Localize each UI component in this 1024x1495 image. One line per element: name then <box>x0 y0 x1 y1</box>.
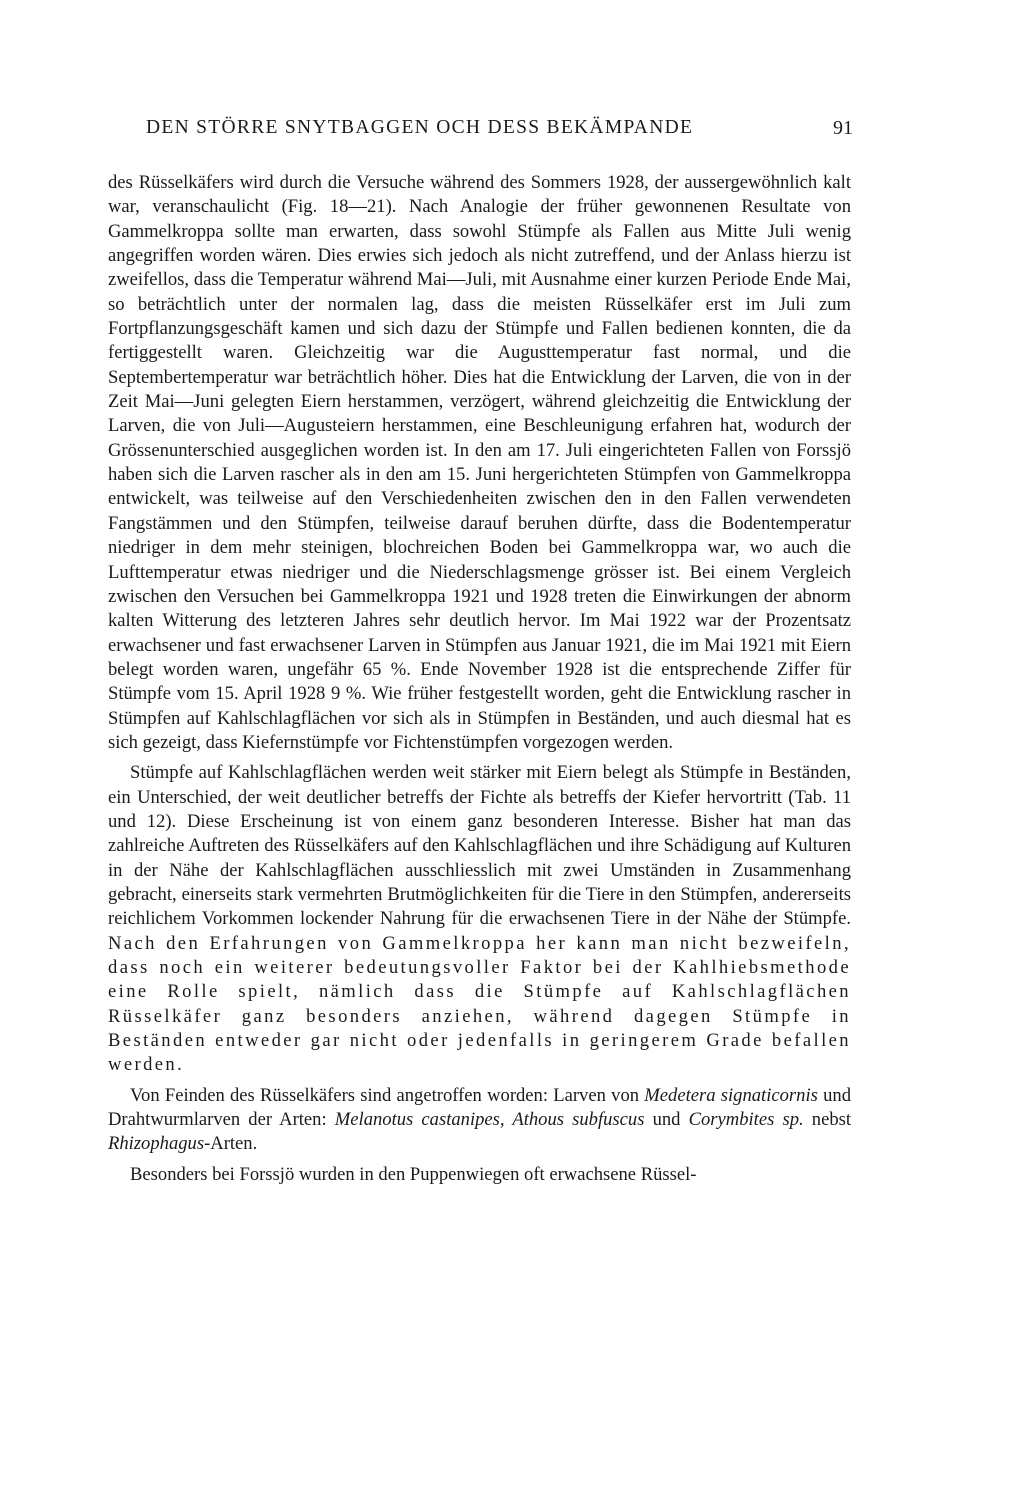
species-melanotus-athous: Melanotus castanipes, Athous subfuscus <box>334 1109 645 1131</box>
species-medetera: Medetera signaticornis <box>644 1084 818 1106</box>
paragraph-2-spaced-text: Nach den Erfahrungen von Gammelkroppa her kann man nicht bezweifeln, dass noch ein weiterer bedeutungsvoller Faktor bei der Kahlhiebsmethode eine Rolle spielt, nämlich dass die Stümpfe auf Kahlschlagflächen Rüsselkäfer ganz besonders anziehen, während dagegen Stümpfe in Beständen entweder gar nicht oder jedenfalls in geringerem Grade befallen werden. <box>108 932 851 1076</box>
paragraph-1: des Rüsselkäfers wird durch die Versuche während des Sommers 1928, der aussergewöhnlich kalt war, veranschaulicht (Fig. 18—21). Nach Analogie der früher gewonnenen Resultate von Gammelkroppa sollte man erwarten, dass sowohl Stümpfe als Fallen aus Mitte Juli wenig angegriffen worden wären. Dies erwies sich jedoch als nicht zutreffend, und der Anlass hierzu ist zweifellos, dass die Temperatur während Mai—Juli, mit Ausnahme einer kurzen Periode Ende Mai, so beträchtlich unter der normalen lag, dass die meisten Rüsselkäfer erst im Juli zum Fortpflanzungsgeschäft kamen und sich dazu der Stümpfe und Fallen bedienen konnten, die da fertiggestellt waren. Gleichzeitig war die Augusttemperatur fast normal, und die Septembertemperatur war beträchtlich höher. Dies hat die Entwicklung der Larven, die von in der Zeit Mai—Juni gelegten Eiern herstammen, verzögert, während gleichzeitig die Entwicklung der Larven, die von Juli—Augusteiern herstammen, eine Beschleunigung erfahren hat, wodurch der Grössenunterschied ausgeglichen worden ist. In den am 17. Juli eingerichteten Fallen von Forssjö haben sich die Larven rascher als in den am 15. Juni hergerichteten Stümpfen von Gammelkroppa entwickelt, was teilweise auf den Verschiedenheiten zwischen den in den Fallen verwendeten Fangstämmen und den Stümpfen, teilweise darauf beruhen dürfte, dass die Bodentemperatur niedriger in dem mehr steinigen, blochreichen Boden bei Gammelkroppa war, wo auch die Lufttemperatur etwas niedriger und die Niederschlagsmenge grösser ist. Bei einem Vergleich zwischen den Versuchen bei Gammelkroppa 1921 und 1928 treten die Einwirkungen der abnorm kalten Witterung des letzteren Jahres sehr deutlich hervor. Im Mai 1922 war der Prozentsatz erwachsener und fast erwachsener Larven in Stümpfen aus Januar 1921, die im Mai 1921 mit Eiern belegt worden waren, ungefähr 65 %. Ende November 1928 ist die entsprechende Ziffer für Stümpfe vom 15. April 1928 9 %. Wie früher festgestellt worden, geht die Entwicklung rascher in Stümpfen auf Kahlschlagflächen vor sich als in Stümpfen in Beständen, und auch diesmal hat es sich gezeigt, dass Kiefernstümpfe vor Fichtenstümpfen vorgezogen werden. <box>108 172 851 753</box>
species-corymbites: Corymbites sp. <box>688 1109 804 1131</box>
paragraph-3 <box>108 1084 851 1157</box>
paragraph-3-text-c: und <box>644 1109 689 1131</box>
paragraph-3-text-a: Von Feinden des Rüsselkäfers sind angetroffen worden: Larven von <box>130 1084 645 1106</box>
running-title: DEN STÖRRE SNYTBAGGEN OCH DESS BEKÄMPANDE <box>146 117 694 138</box>
page-number: 91 <box>833 117 853 139</box>
paragraph-3-text-d: nebst <box>803 1109 852 1131</box>
document-page <box>108 117 851 1187</box>
paragraph-3-text-b: und Drahtwurmlarven der Arten: <box>108 1084 852 1131</box>
running-head <box>108 117 851 147</box>
paragraph-4: Besonders bei Forssjö wurden in den Puppenwiegen oft erwachsene Rüssel- <box>130 1163 697 1185</box>
paragraph-2-text: Stümpfe auf Kahlschlagflächen werden weit stärker mit Eiern belegt als Stümpfe in Beständen, ein Unterschied, der weit deutlicher betreffs der Fichte als betreffs der Kiefer hervortritt (Tab. 11 und 12). Diese Erscheinung ist von einem ganz besonderen Interesse. Bisher hat man das zahlreiche Auftreten des Rüsselkäfers auf den Kahlschlagflächen und ihre Schädigung auf Kulturen in der Nähe der Kahlschlagflächen ausschliesslich mit zwei Umständen in Zusammenhang gebracht, einerseits stark vermehrten Brutmöglichkeiten für die Tiere in den Stümpfen, andererseits reichlichem Vorkommen lockender Nahrung für die erwachsenen Tiere in der Nähe der Stümpfe. <box>108 762 851 930</box>
species-rhizophagus: Rhizophagus <box>108 1133 205 1155</box>
paragraph-3-text-e: -Arten. <box>204 1133 258 1155</box>
paragraph-2 <box>108 761 851 1077</box>
